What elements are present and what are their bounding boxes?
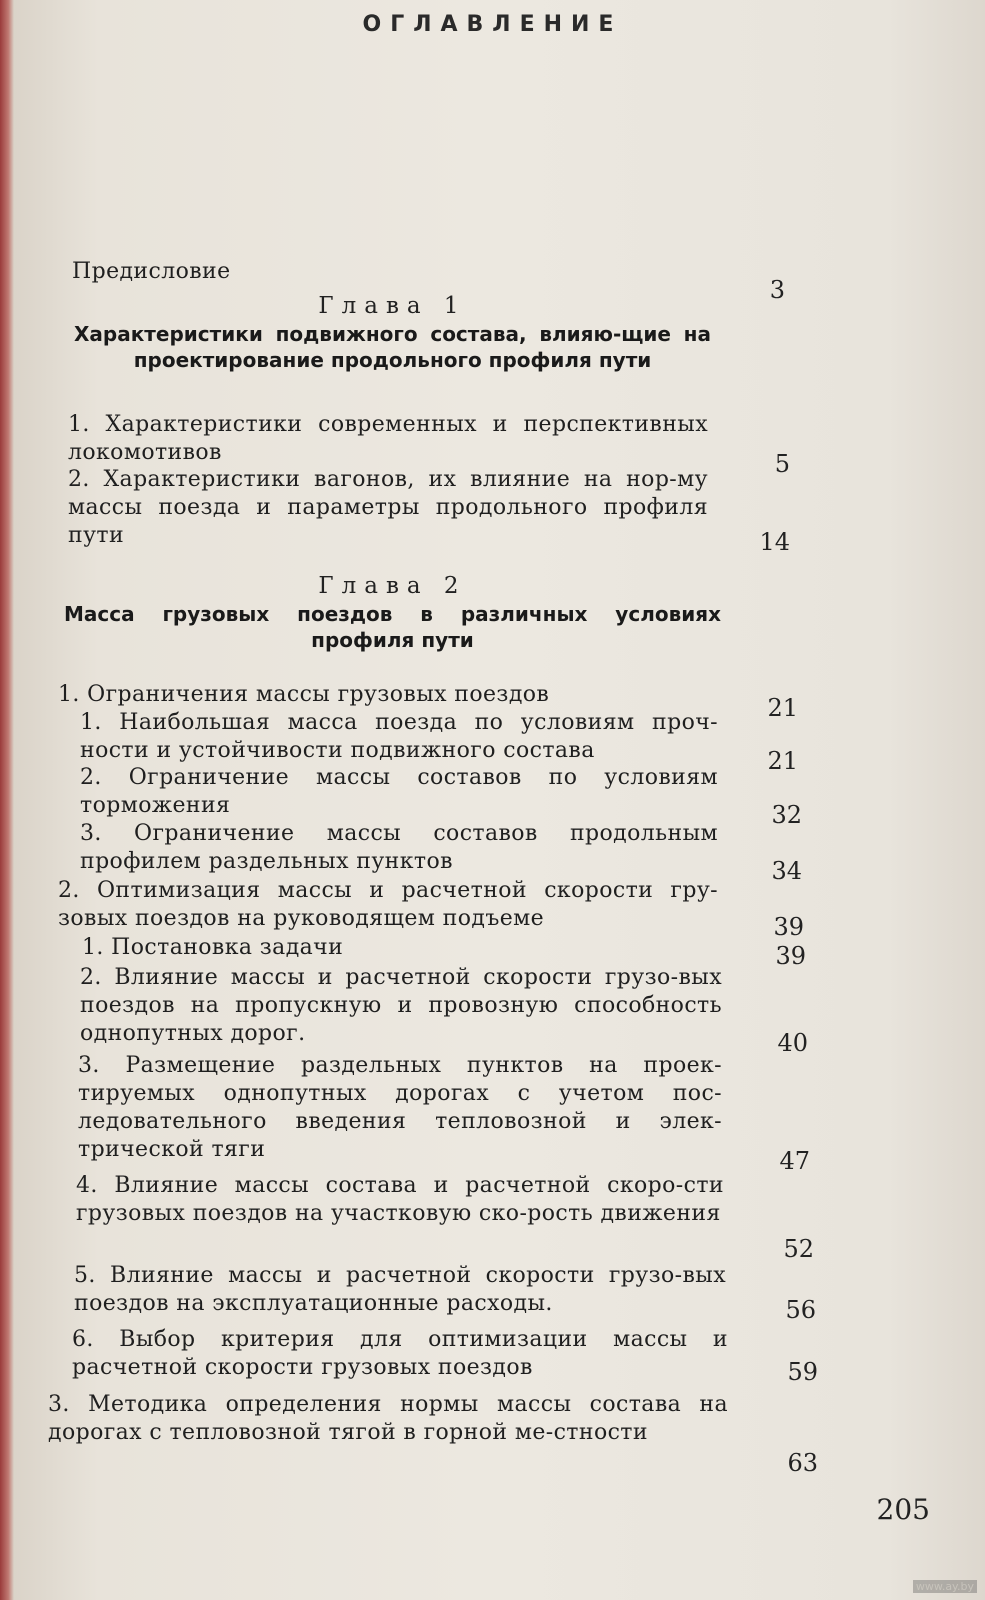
toc-page-number: 39 [773,913,804,941]
chapter-1-header [60,293,725,373]
toc-page-number: 59 [787,1358,818,1386]
chapter-title: Характеристики подвижного состава, влияю-щие на проектирование продольного профиля пути [74,322,711,372]
toc-entry-title: 3. Размещение раздельных пунктов на проек-тируемых однопутных дорогах с учетом пос-ледовательного введения тепловозной и элек-трической тяги [78,1053,722,1162]
toc-entry-title: 4. Влияние массы состава и расчетной скоро-сти грузовых поездов на участковую ско-рость движения [76,1173,724,1226]
page-heading: ОГЛАВЛЕНИЕ [362,12,623,37]
toc-page-number: 21 [767,694,798,722]
toc-entry-title: 1. Ограничения массы грузовых поездов [58,682,550,707]
toc-entry-preface [72,258,712,286]
toc-entry [80,764,718,820]
chapter-title: Масса грузовых поездов в различных условиях профиля пути [64,602,721,652]
toc-entry [78,1052,722,1164]
toc-page-number: 32 [771,801,802,829]
toc-page-number: 40 [777,1029,808,1057]
toc-page-number: 47 [779,1147,810,1175]
toc-entry [82,934,718,962]
toc-entry [80,820,718,876]
toc-page-number: 21 [767,747,798,775]
toc-entry-title: 2. Влияние массы и расчетной скорости грузо-вых поездов на пропускную и провозную способность однопутных дорог. [80,965,722,1046]
toc-entry-title: 1. Наибольшая масса поезда по условиям проч-ности и устойчивости подвижного состава [80,710,718,763]
toc-page-number: 52 [783,1235,814,1263]
chapter-label: Глава 1 [318,293,467,319]
toc-entry [76,1172,724,1228]
chapter-label: Глава 2 [318,573,467,599]
toc-page-number: 3 [769,276,785,304]
toc-entry [58,877,718,933]
toc-entry [80,964,722,1048]
toc-entry-title: 2. Ограничение массы составов по условиям торможения [80,765,718,818]
toc-entry [68,466,708,550]
toc-page-number: 39 [775,942,806,970]
toc-page-number: 56 [785,1296,816,1324]
toc-entry [80,709,718,765]
toc-entry-title: 2. Характеристики вагонов, их влияние на нор-му массы поезда и параметры продольного профиля пути [68,467,708,548]
toc-entry-title: 2. Оптимизация массы и расчетной скорости гру-зовых поездов на руководящем подъеме [58,878,718,931]
toc-entry-title: 6. Выбор критерия для оптимизации массы и расчетной скорости грузовых поездов [72,1327,728,1380]
binding-edge [0,0,14,1600]
toc-entry [48,1391,728,1447]
toc-entry-title: 5. Влияние массы и расчетной скорости грузо-вых поездов на эксплуатационные расходы. [74,1263,726,1316]
toc-entry-title: 3. Ограничение массы составов продольным профилем раздельных пунктов [80,821,718,874]
toc-entry [74,1262,726,1318]
page-folio-number: 205 [876,1493,930,1526]
chapter-2-header [60,573,725,653]
toc-entry-title: 3. Методика определения нормы массы состава на дорогах с тепловозной тягой в горной ме-стности [48,1392,728,1445]
toc-page-number: 5 [774,450,790,478]
toc-page-number: 34 [771,857,802,885]
toc-entry-title: 1. Характеристики современных и перспективных локомотивов [68,412,708,465]
toc-page-number: 63 [787,1449,818,1477]
toc-entry-title: Предисловие [72,259,231,284]
toc-entry [58,681,718,709]
toc-page-number: 14 [759,528,790,556]
toc-entry [68,411,708,467]
toc-entry [72,1326,728,1382]
site-watermark: www.ay.by [913,1580,977,1593]
toc-entry-title: 1. Постановка задачи [82,935,344,960]
